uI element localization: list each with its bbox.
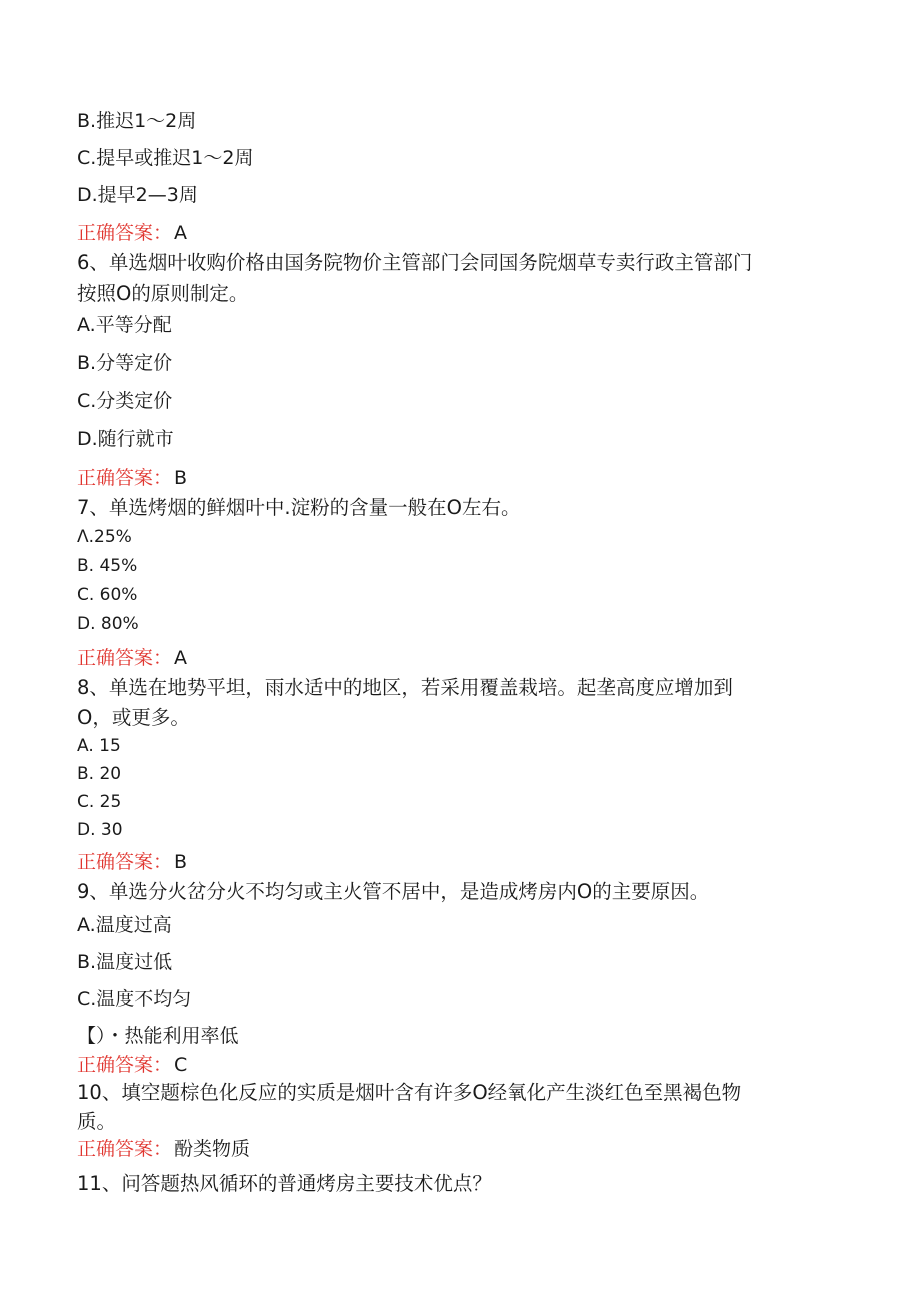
question-8-line-1: 8、单选在地势平坦，雨水适中的地区，若采用覆盖栽培。起垄高度应增加到 — [77, 676, 733, 699]
option-c-q7: C. 60% — [77, 585, 138, 605]
answer-label: 正确答案： — [77, 647, 173, 669]
answer-value: B — [174, 851, 188, 873]
question-6-line-2: 按照O的原则制定。 — [77, 282, 249, 305]
question-8-line-2: O，或更多。 — [77, 706, 190, 729]
answer-label: 正确答案： — [77, 222, 173, 244]
answer-value: 酚类物质 — [174, 1138, 251, 1160]
answer-value: B — [174, 467, 188, 489]
question-9: 9、单选分火岔分火不均匀或主火管不居中，是造成烤房内O的主要原因。 — [77, 880, 710, 903]
option-b-q8: B. 20 — [77, 764, 122, 784]
question-10-line-1: 10、填空题棕色化反应的实质是烟叶含有许多O经氧化产生淡红色至黑褐色物 — [77, 1081, 742, 1104]
answer-q6 — [77, 469, 187, 488]
answer-q7 — [77, 649, 187, 668]
answer-q5 — [77, 224, 187, 243]
answer-value: A — [174, 222, 188, 244]
option-c-q6: C.分类定价 — [77, 390, 173, 412]
option-c-q9: C.温度不均匀 — [77, 988, 192, 1010]
answer-value: C — [174, 1054, 188, 1076]
option-c-q8: C. 25 — [77, 792, 122, 812]
option-d-q6: D.随行就市 — [77, 428, 174, 450]
answer-value: A — [174, 647, 188, 669]
answer-q8 — [77, 853, 187, 872]
answer-label: 正确答案： — [77, 1138, 173, 1160]
option-a-q6: A.平等分配 — [77, 314, 172, 336]
question-7: 7、单选烤烟的鲜烟叶中.淀粉的含量一般在O左右。 — [77, 496, 521, 519]
option-d-q7: D. 80% — [77, 614, 139, 634]
option-a-q7: Λ.25% — [77, 527, 132, 547]
option-c-q5: C.提早或推迟1～2周 — [77, 147, 254, 169]
option-a-q9: A.温度过高 — [77, 914, 172, 936]
option-d-q8: D. 30 — [77, 820, 123, 840]
question-6-line-1: 6、单选烟叶收购价格由国务院物价主管部门会同国务院烟草专卖行政主管部门 — [77, 251, 753, 274]
question-11: 11、问答题热风循环的普通烤房主要技术优点？ — [77, 1172, 492, 1195]
option-b-q7: B. 45% — [77, 556, 138, 576]
option-b-q9: B.温度过低 — [77, 951, 173, 973]
option-b-q5: B.推迟1～2周 — [77, 110, 197, 132]
option-b-q6: B.分等定价 — [77, 352, 173, 374]
question-10-line-2: 质。 — [77, 1110, 117, 1133]
answer-label: 正确答案： — [77, 851, 173, 873]
answer-label: 正确答案： — [77, 1054, 173, 1076]
answer-q9 — [77, 1056, 187, 1075]
option-d-q5: D.提早2—3周 — [77, 184, 198, 206]
option-a-q8: A. 15 — [77, 736, 121, 756]
option-d-q9: 【）・热能利用率低 — [77, 1025, 239, 1047]
answer-q10 — [77, 1140, 250, 1159]
answer-label: 正确答案： — [77, 467, 173, 489]
